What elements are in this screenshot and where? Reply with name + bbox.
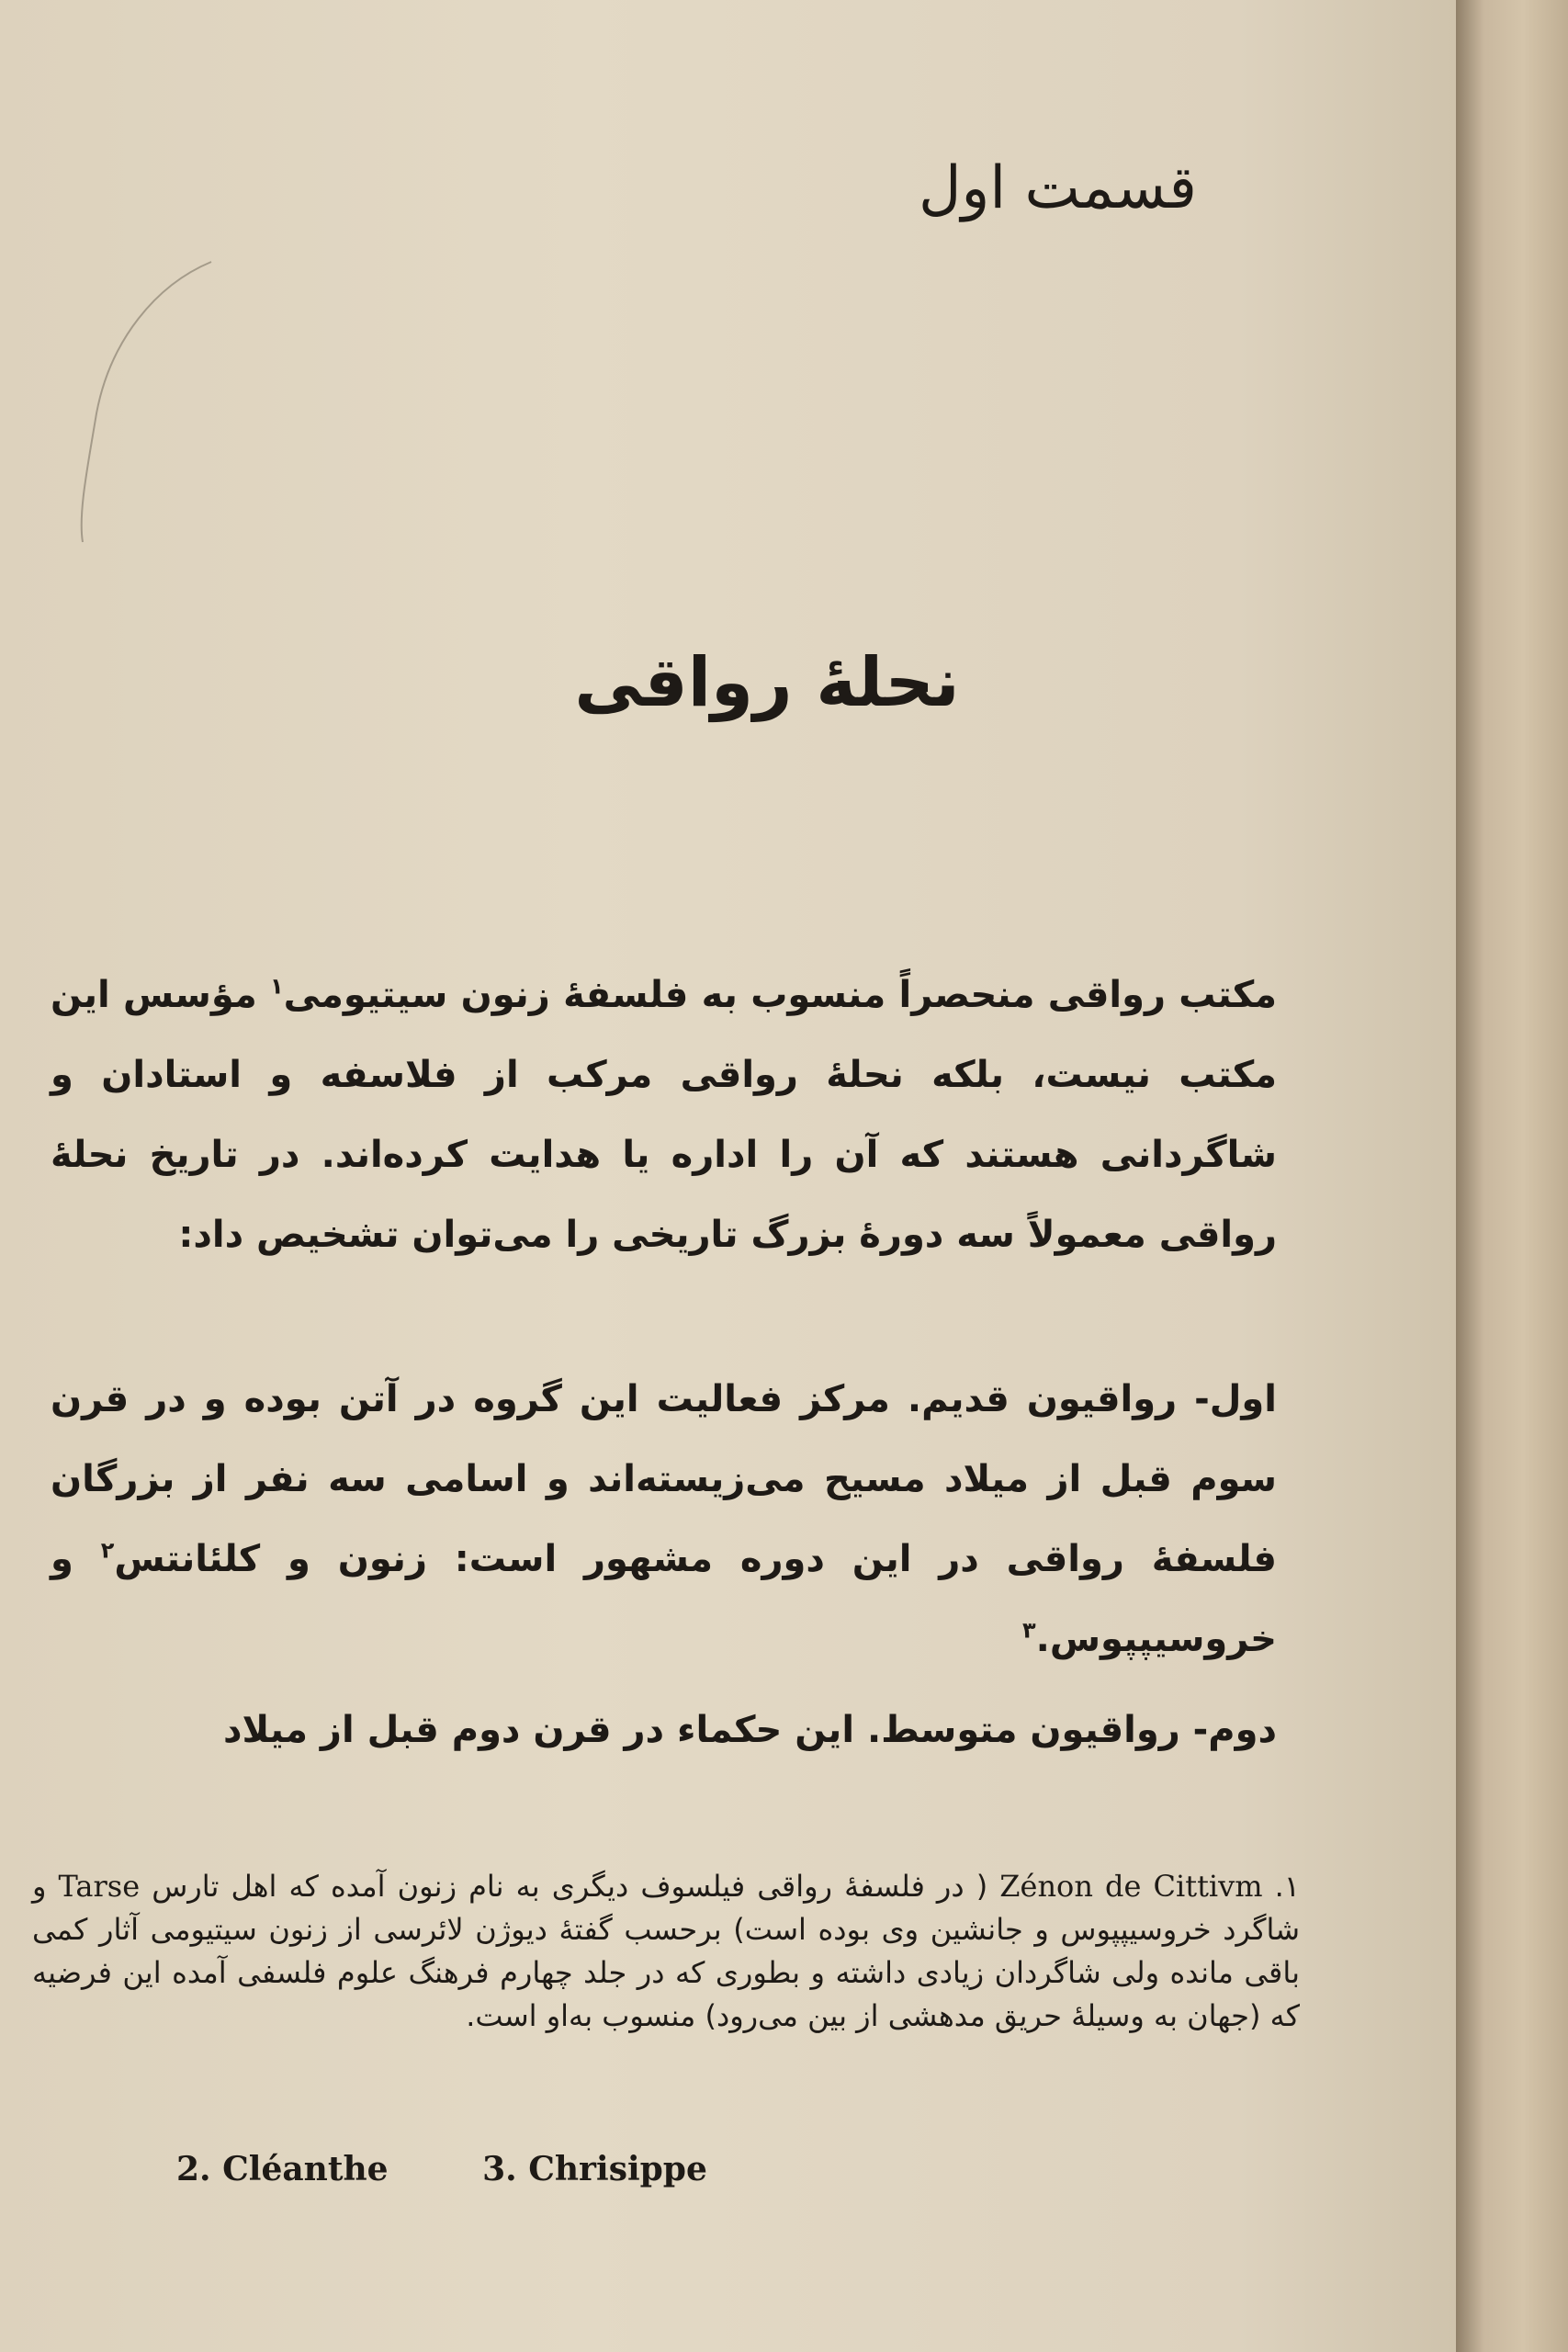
footnote-ref-1: ۱ — [270, 973, 284, 1000]
footnote-1-text-a: ( در فلسفهٔ رواقی فیلسوف دیگری به نام زنون آمده که اهل تارس — [140, 1869, 1000, 1904]
book-page-edge — [1456, 0, 1568, 2352]
footnote-1 — [32, 1865, 1300, 2038]
chapter-title: نحلهٔ رواقی — [574, 643, 960, 722]
paragraph-intro-b: مؤسس این مکتب نیست، بلکه نحلهٔ رواقی مرکب از فلاسفه و استادان و شاگردانی هستند که آن را اداره یا هدایت کرده‌اند. در تاریخ نحلهٔ رواقی معمولاً سه دورهٔ بزرگ تاریخی را می‌توان تشخیص داد: — [51, 974, 1277, 1256]
paragraph-first-period-a: اول- رواقیون قدیم. مرکز فعالیت این گروه در آتن بوده و در قرن سوم قبل از میلاد مسیح می‌زیسته‌اند و اسامی سه نفر از بزرگان فلسفهٔ رواقی در این دوره مشهور است: زنون و کلئانتس — [51, 1378, 1278, 1580]
footnote-2: 2. Cléanthe — [176, 2150, 389, 2188]
footnote-1-number: ۱. — [1274, 1869, 1301, 1904]
footnotes-latin-row — [176, 2150, 790, 2188]
footnote-ref-2: ۲ — [100, 1537, 115, 1564]
paragraph-first-period — [51, 1360, 1277, 1679]
paragraph-first-period-b: و خروسیپپوس. — [51, 1538, 1277, 1660]
part-title: قسمت اول — [918, 154, 1197, 222]
footnote-3: 3. Chrisippe — [482, 2150, 707, 2188]
footnote-1-text-b: و شاگرد خروسیپپوس و جانشین وی بوده است) برحسب گفتهٔ دیوژن لائرسی از زنون سیتیومی آثار کمی باقی مانده ولی شاگردان زیادی داشته و بطوری که در جلد چهارم فرهنگ علوم فلسفی آمده این فرضیه که (جهان به وسیلهٔ حریق مدهشی از بین می‌رود) منسوب به‌او است. — [32, 1869, 1300, 2033]
paragraph-intro — [51, 956, 1277, 1275]
paragraph-intro-a: مکتب رواقی منحصراً منسوب به فلسفهٔ زنون سیتیومی — [283, 974, 1277, 1016]
pencil-mark — [73, 257, 220, 551]
footnote-ref-3: ۳ — [1021, 1617, 1036, 1644]
footnote-1-tarse: Tarse — [58, 1869, 141, 1904]
footnote-1-latin-name: Zénon de Cittivm — [999, 1869, 1263, 1904]
paragraph-second-period: دوم- رواقیون متوسط. این حکماء در قرن دوم قبل از میلاد — [223, 1709, 1277, 1751]
